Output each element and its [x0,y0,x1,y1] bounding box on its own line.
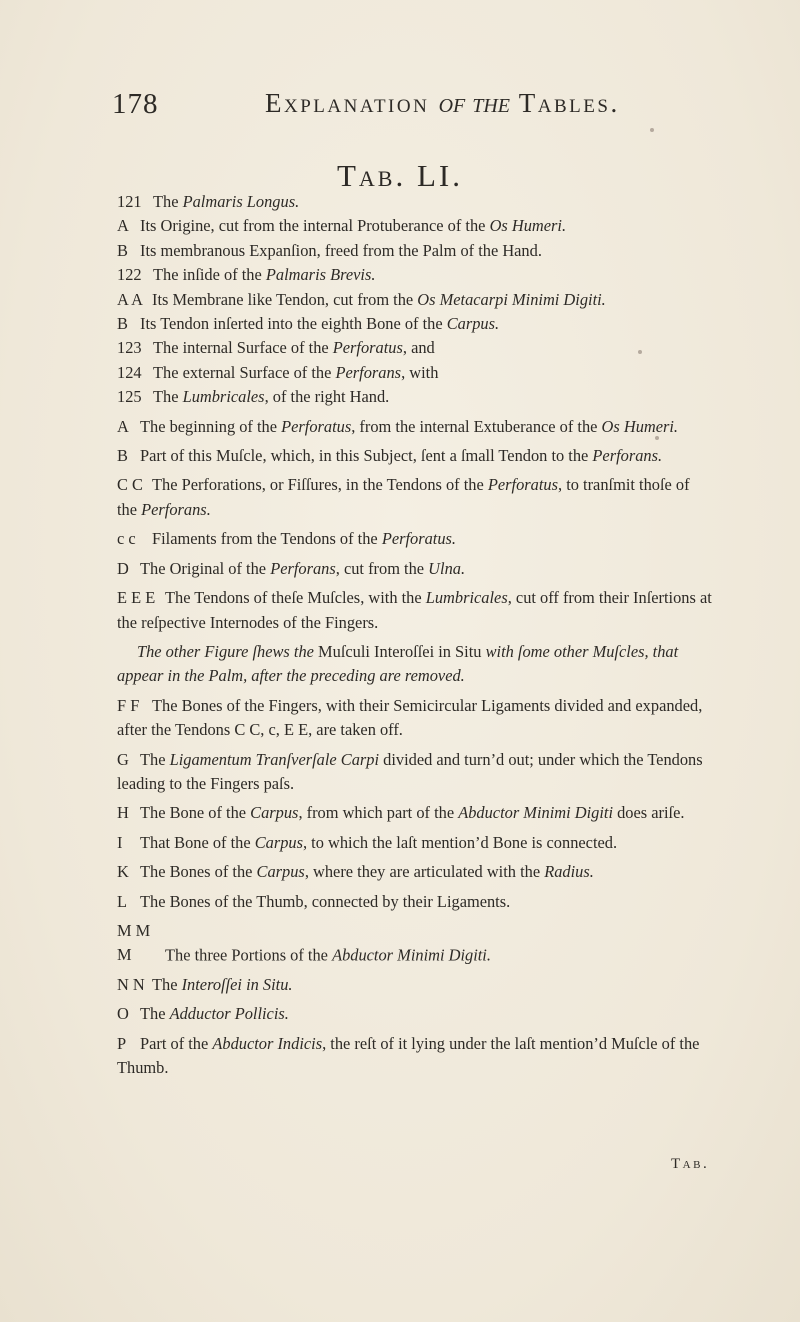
entry-label: 125 [117,387,142,407]
entry-label: A A [117,289,143,309]
entry-text: , from the internal Extuberance of the [351,416,602,436]
entry-text: Its Membrane like Tendon, cut from the [152,289,418,309]
entry-italic-text: Carpus [254,832,303,852]
entry-italic-text: Perforans [335,362,402,382]
entry-label: I [117,832,123,852]
entry-label: G [117,749,129,769]
entry-italic-text: Perforatus [332,338,403,358]
entry-label: 121 [117,192,142,211]
entry-text: The internal Surface of the [153,338,333,358]
explanation-entry [117,640,713,689]
entry-text: divided and turn’d out; under which the Tendons leading to the Fingers paſs. [117,749,703,793]
entry-text: Muſculi Interoſſei in Situ [318,641,486,661]
entry-label: L [117,891,128,911]
paper-speck [650,128,654,132]
entry-text: The three Portions of the [165,945,333,965]
entry-text: The external Surface of the [153,362,336,382]
explanation-entry [117,527,713,551]
entry-italic-text: with ſome other Muſcles, that appear in the Palm, after the preceding are removed. [117,641,679,686]
entry-text: Filaments from the Tendons of the [152,529,382,549]
entry-text: The [153,192,183,211]
entry-italic-text: Perforatus [487,475,558,495]
explanation-entry [117,444,713,468]
entry-label: D [117,558,129,578]
entry-text: Part of this Muſcle, which, in this Subject, ſent a ſmall Tendon to the [140,446,593,466]
entry-label: 124 [117,362,142,382]
entry-italic-text: Lumbricales [182,387,265,407]
entry-label: 122 [117,265,142,285]
entry-text: The [140,1004,170,1024]
entry-italic-text: Interoſſei in Situ. [181,974,293,994]
entry-label: c c [117,529,136,549]
entry-label: F F [117,695,140,715]
explanation-body [117,190,713,1080]
entry-italic-text: Abductor Minimi Digiti [458,803,613,823]
entry-text: , cut off from their Inſertions at the reſpective Internodes of the Fingers. [117,588,712,632]
entry-label: C C [117,475,143,495]
explanation-entry [117,415,713,439]
running-head [112,88,712,128]
running-title [265,88,620,120]
explanation-entry [117,801,713,825]
entry-text: The [153,387,183,407]
page-number: 178 [112,88,159,120]
entry-label: E E E [117,588,156,608]
entry-text: Its membranous Expanſion, freed from the Palm of the Hand. [140,240,542,260]
explanation-entry [117,336,713,360]
explanation-entry [117,557,713,581]
explanation-entry [117,586,713,635]
entry-italic-text: Palmaris Longus. [182,192,300,211]
entry-label: A [117,216,129,236]
explanation-entry [117,694,713,743]
entry-label: 123 [117,338,142,358]
entry-label: B [117,446,128,466]
entry-text: The [152,974,182,994]
explanation-entry [117,831,713,855]
explanation-entry [117,973,713,997]
entry-text: The Perforations, or Fiſſures, in the Tendons of the [152,475,488,495]
entry-italic-text: Os Humeri. [601,416,679,436]
entry-italic-text: Carpus [250,803,299,823]
entry-text: , from which part of the [298,803,459,823]
entry-italic-text: The other Figure ſhews the [137,641,319,661]
entry-text: The beginning of the [140,416,282,436]
explanation-entry [117,214,713,238]
explanation-entry [117,860,713,884]
entry-italic-text: Perforatus. [381,529,457,549]
entry-text: The [140,749,170,769]
entry-italic-text: Perforans. [592,446,663,466]
entry-label: N N [117,974,145,994]
entry-text: , to which the laſt mention’d Bone is connected. [302,832,618,852]
entry-text: , with [401,362,439,382]
entry-text: The inſide of the [153,265,266,285]
explanation-entry [117,190,713,214]
catchword: Tab. [671,1156,710,1172]
entry-italic-text: Os Metacarpi Minimi Digiti. [417,289,606,309]
entry-label: B [117,240,128,260]
entry-text: , the reſt of it lying under the laſt mention’d Muſcle of the Thumb. [117,1033,700,1077]
running-title-a: Explanation [265,88,430,118]
explanation-entry [117,473,713,522]
explanation-entry [117,890,713,914]
entry-text: The Original of the [140,558,271,578]
entry-italic-text: Ulna. [428,558,466,578]
explanation-entry [117,1032,713,1081]
entry-text: Its Tendon inſerted into the eighth Bone of the [140,314,447,334]
entry-italic-text: Perforatus [281,416,352,436]
running-title-b: of the [438,88,511,119]
entry-text: The Bones of the Fingers, with their Semicircular Ligaments divided and expanded, after the Tendons C C, c, E E, are taken off. [117,695,703,740]
explanation-entry [117,385,713,409]
entry-italic-text: Lumbricales [425,588,508,608]
entry-text: , where they are articulated with the [304,862,545,882]
explanation-entry [117,312,713,336]
entry-text: , of the right Hand. [264,387,390,407]
entry-text: does ariſe. [613,803,685,823]
entry-italic-text: Radius. [544,862,594,882]
entry-italic-text: Perforans [270,558,336,578]
explanation-entry [117,1002,713,1026]
entry-italic-text: Carpus. [446,314,500,334]
entry-text: The Tendons of theſe Muſcles, with the [165,588,426,608]
entry-text: , and [402,338,435,358]
explanation-entry [117,361,713,385]
entry-italic-text: Perforans. [141,499,211,519]
table-title: Tab. LI. [336,158,463,193]
entry-italic-text: Palmaris Brevis. [265,265,376,285]
entry-label: B [117,314,128,334]
entry-text: , to tranſmit thoſe of the [117,475,690,519]
entry-italic-text: Abductor Minimi Digiti. [332,945,491,965]
entry-text: , cut from the [335,558,429,578]
entry-italic-text: Carpus [256,862,305,882]
entry-text: The Bones of the [140,862,257,882]
entry-text: The Bone of the [140,803,251,823]
entry-italic-text: Abductor Indicis [212,1033,323,1053]
explanation-entry [117,288,713,312]
paper-speck [638,350,642,354]
entry-label: M M M [117,920,151,965]
paper-speck [655,436,659,440]
explanation-entry [117,263,713,287]
entry-italic-text: Ligamentum Tranſverſale Carpi [169,749,380,769]
entry-text: Part of the [140,1033,213,1053]
entry-text: Its Origine, cut from the internal Protuberance of the [140,216,490,236]
entry-label: A [117,416,129,436]
explanation-entry [117,748,713,797]
entry-italic-text: Adductor Pollicis. [169,1004,289,1024]
entry-italic-text: Os Humeri. [489,216,567,236]
entry-label: H [117,803,129,823]
running-title-c: Tables. [518,88,620,118]
entry-label: P [117,1033,127,1053]
entry-text: The Bones of the Thumb, connected by their Ligaments. [140,891,511,911]
entry-label: O [117,1004,129,1024]
entry-label: K [117,862,129,882]
explanation-entry [117,239,713,263]
explanation-entry [117,919,713,968]
entry-text: That Bone of the [140,832,255,852]
